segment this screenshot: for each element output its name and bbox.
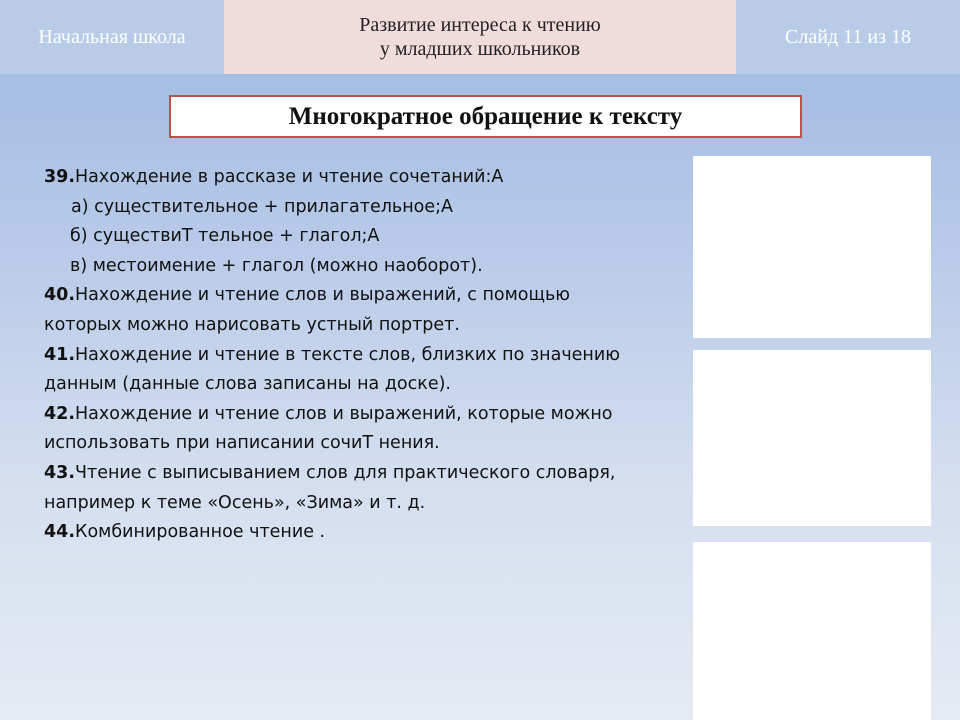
slide-title bbox=[169, 95, 802, 138]
header-school bbox=[0, 0, 224, 74]
reading-boy-illustration bbox=[693, 156, 931, 338]
sub-item-a bbox=[44, 193, 684, 223]
slide-title-text: Многократное обращение к тексту bbox=[288, 102, 683, 130]
list-item-continuation bbox=[44, 489, 684, 519]
list-item bbox=[44, 281, 684, 311]
item-number: 44. bbox=[44, 522, 76, 543]
list-item-continuation bbox=[44, 311, 684, 341]
list-item bbox=[44, 341, 684, 371]
item-text: Нахождение в рассказе и чтение сочетаний:А bbox=[75, 167, 504, 187]
item-number: 39. bbox=[44, 167, 76, 187]
list-item-continuation bbox=[44, 429, 684, 459]
item-text: Нахождение и чтение слов и выражений, с помощью bbox=[75, 285, 571, 306]
list-item-continuation bbox=[44, 370, 684, 400]
sub-item-b bbox=[44, 222, 684, 252]
list-item bbox=[44, 400, 684, 430]
item-text: Нахождение и чтение в тексте слов, близких по значению bbox=[75, 344, 620, 365]
children-reading-illustration bbox=[693, 542, 931, 720]
sub-item-text: б) существиТ тельное + глагол;А bbox=[70, 226, 380, 247]
slide-counter-label: Слайд 11 из 18 bbox=[785, 25, 911, 48]
header-school-label: Начальная школа bbox=[38, 25, 186, 48]
item-number: 43. bbox=[44, 462, 76, 483]
item-text: Нахождение и чтение слов и выражений, которые можно bbox=[75, 403, 613, 424]
item-text: которых можно нарисовать устный портрет. bbox=[44, 314, 460, 335]
sub-item-text: а) существительное + прилагательное;А bbox=[71, 196, 454, 217]
list-item bbox=[44, 518, 684, 548]
list-item bbox=[44, 163, 684, 193]
books-stack-illustration bbox=[693, 350, 931, 526]
header-topic-line2: у младших школьников bbox=[379, 38, 581, 60]
sub-item-c bbox=[44, 252, 684, 282]
item-number: 41. bbox=[44, 344, 76, 365]
sub-item-text: в) местоимение + глагол (можно наоборот). bbox=[70, 255, 483, 276]
item-text: Чтение с выписыванием слов для практического словаря, bbox=[75, 462, 616, 483]
item-text: данным (данные слова записаны на доске). bbox=[44, 374, 451, 395]
item-text: например к теме «Осень», «Зима» и т. д. bbox=[44, 492, 426, 513]
slide-content bbox=[44, 163, 684, 548]
header-topic-line1: Развитие интереса к чтению bbox=[359, 14, 601, 36]
item-number: 42. bbox=[44, 403, 76, 424]
list-item bbox=[44, 459, 684, 489]
header-slide-counter bbox=[736, 0, 960, 74]
item-text: Комбинированное чтение . bbox=[75, 522, 326, 543]
header-topic bbox=[224, 0, 736, 74]
item-number: 40. bbox=[44, 285, 76, 306]
item-text: использовать при написании сочиТ нения. bbox=[44, 433, 440, 454]
